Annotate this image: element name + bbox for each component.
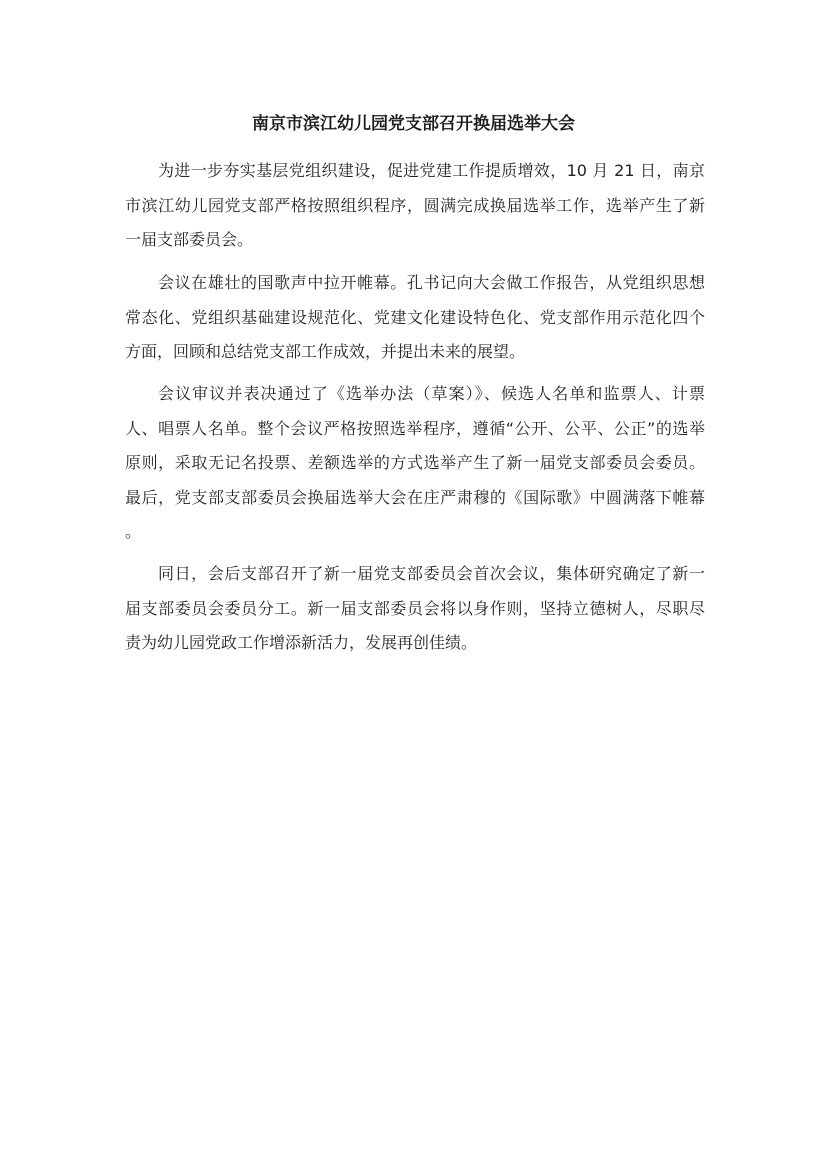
paragraph-line: 原则，采取无记名投票、差额选举的方式选举产生了新一届党支部委员会委员。 (125, 453, 705, 472)
document-title: 南京市滨江幼儿园党支部召开换届选举大会 (252, 114, 575, 134)
paragraph-line: 会议审议并表决通过了《选举办法（草案）》、候选人名单和监票人、计票 (158, 384, 705, 403)
paragraph-line: 为进一步夯实基层党组织建设，促进党建工作提质增效，10 月 21 日，南京 (158, 161, 705, 180)
paragraph-line: 市滨江幼儿园党支部严格按照组织程序，圆满完成换届选举工作，选举产生了新 (125, 195, 705, 215)
paragraph-line: 会议在雄壮的国歌声中拉开帷幕。孔书记向大会做工作报告，从党组织思想 (158, 273, 705, 292)
paragraph-line: 常态化、党组织基础建设规范化、党建文化建设特色化、党支部作用示范化四个 (125, 307, 705, 327)
paragraph-line: 届支部委员会委员分工。新一届支部委员会将以身作则，坚持立德树人，尽职尽 (125, 598, 705, 618)
paragraph-1 (125, 154, 705, 258)
paragraph-4 (125, 557, 705, 661)
paragraph-3 (125, 377, 705, 550)
paragraph-line: 最后，党支部支部委员会换届选举大会在庄严肃穆的《国际歌》中圆满落下帷幕 (125, 487, 705, 507)
paragraph-line: 一届支部委员会。 (125, 230, 254, 249)
paragraph-line: 责为幼儿园党政工作增添新活力，发展再创佳绩。 (125, 633, 478, 652)
paragraph-line: 方面，回顾和总结党支部工作成效，并提出未来的展望。 (125, 342, 526, 361)
paragraph-line: 人、唱票人名单。整个会议严格按照选举程序，遵循“公开、公平、公正”的选举 (125, 418, 705, 438)
paragraph-line: 。 (125, 522, 142, 541)
paragraph-2 (125, 266, 705, 370)
paragraph-line: 同日，会后支部召开了新一届党支部委员会首次会议，集体研究确定了新一 (158, 564, 705, 583)
